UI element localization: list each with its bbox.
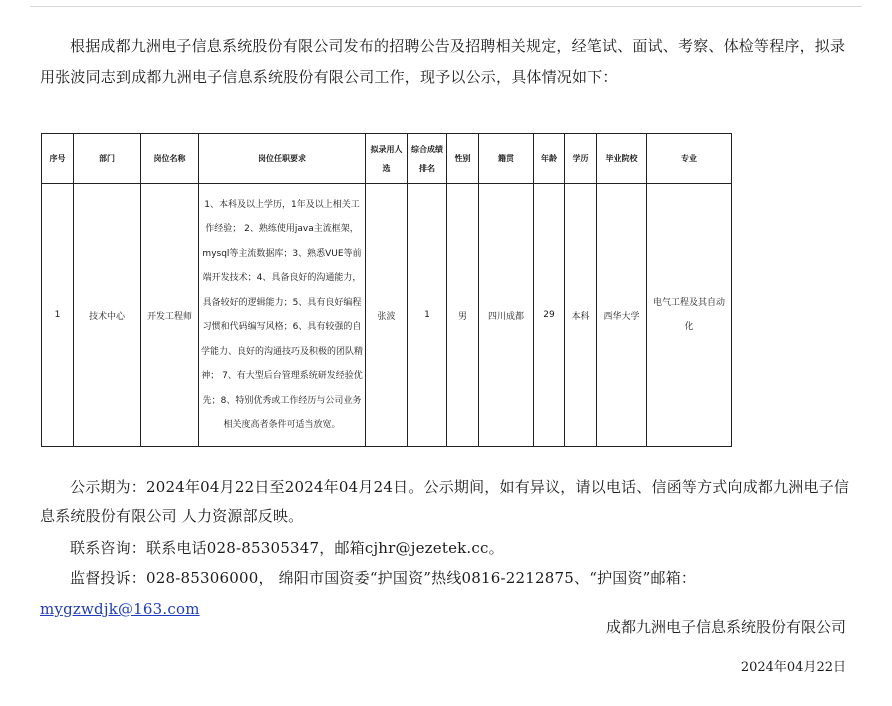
- table-header-row: [42, 134, 732, 184]
- cell-department: 技术中心: [74, 184, 141, 447]
- cell-requirements: 1、本科及以上学历，1年及以上相关工作经验； 2、熟练使用java主流框架，mysql等主流数据库；3、熟悉VUE等前端开发技术；4、具备良好的沟通能力，具备较好的逻辑能力；5、具有良好编程习惯和代码编写风格；6、具有较强的自学能力、良好的沟通技巧及积极的团队精神； 7、有大型后台管理系统研发经验优先；8、特别优秀或工作经历与公司业务相关度高者条件可适当放宽。: [199, 184, 366, 447]
- header-rank: 综合成绩排名: [408, 134, 447, 184]
- cell-gender: 男: [447, 184, 479, 447]
- notice-paragraph: 公示期为：2024年04月22日至2024年04月24日。公示期间，如有异议，请以电话、信函等方式向成都九洲电子信息系统股份有限公司 人力资源部反映。: [40, 478, 850, 525]
- cell-candidate: 张波: [366, 184, 408, 447]
- header-position: 岗位名称: [141, 134, 199, 184]
- signature-company: 成都九洲电子信息系统股份有限公司: [605, 618, 846, 636]
- intro-paragraph: 根据成都九洲电子信息系统股份有限公司发布的招聘公告及招聘相关规定，经笔试、面试、考察、体检等程序，拟录用张波同志到成都九洲电子信息系统股份有限公司工作，现予以公示，具体情况如下：: [40, 37, 846, 86]
- header-age: 年龄: [534, 134, 565, 184]
- contact-paragraph: 联系咨询：联系电话028-85305347，邮箱cjhr@jezetek.cc。: [70, 539, 504, 557]
- header-index: 序号: [42, 134, 74, 184]
- supervise-text: 监督投诉：028-85306000， 绵阳市国资委“护国资”热线0816-2212875、“护国资”邮箱：: [70, 569, 697, 587]
- cell-age: 29: [534, 184, 565, 447]
- header-candidate: 拟录用人选: [366, 134, 408, 184]
- cell-index: 1: [42, 184, 74, 447]
- cell-origin: 四川成都: [479, 184, 534, 447]
- header-requirements: 岗位任职要求: [199, 134, 366, 184]
- cell-position: 开发工程师: [141, 184, 199, 447]
- signature-date: 2024年04月22日: [740, 660, 846, 675]
- cell-education: 本科: [565, 184, 597, 447]
- recruitment-table: [41, 133, 732, 447]
- cell-school: 西华大学: [597, 184, 647, 447]
- cell-major: 电气工程及其自动化: [647, 184, 732, 447]
- cell-rank: 1: [408, 184, 447, 447]
- header-major: 专业: [647, 134, 732, 184]
- header-department: 部门: [74, 134, 141, 184]
- header-education: 学历: [565, 134, 597, 184]
- header-school: 毕业院校: [597, 134, 647, 184]
- header-origin: 籍贯: [479, 134, 534, 184]
- top-divider: [30, 6, 862, 7]
- table-row: [42, 184, 732, 447]
- header-gender: 性别: [447, 134, 479, 184]
- supervise-email-link[interactable]: mygzwdjk@163.com: [40, 600, 200, 618]
